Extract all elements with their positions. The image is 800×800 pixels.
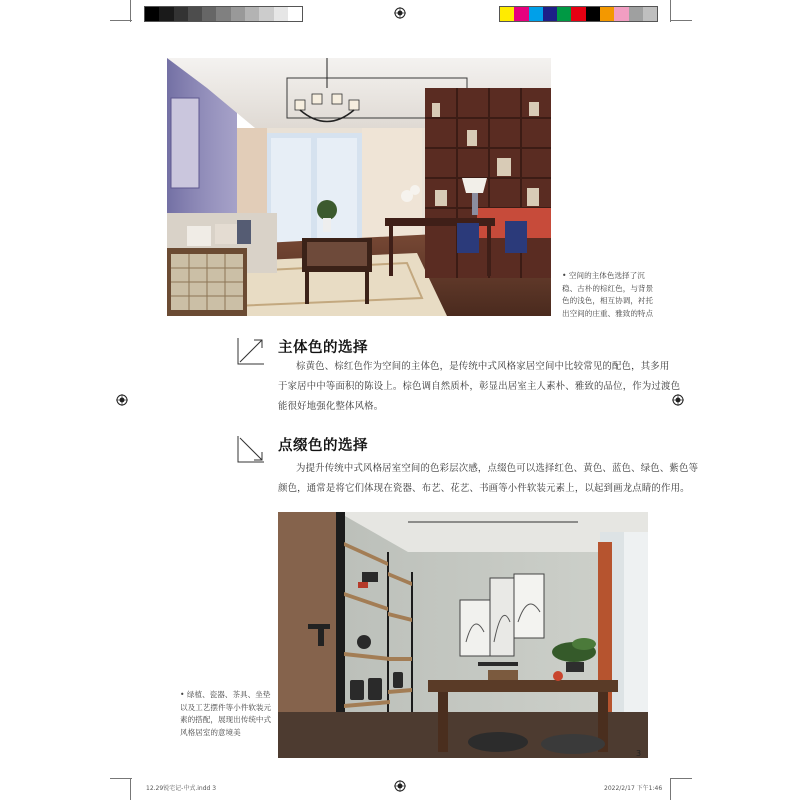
crop-mark [670, 0, 671, 22]
crop-mark [130, 778, 131, 800]
color-swatch [614, 7, 628, 21]
gray-swatch [288, 7, 302, 21]
living-room-photo [167, 58, 551, 316]
color-swatch [629, 7, 643, 21]
paragraph-line: 于家居中中等面积的陈设上。棕色调自然质朴，彰显出居室主人素朴、雅致的品位，作为过渡色 [278, 381, 681, 392]
gray-swatch [202, 7, 216, 21]
gray-swatch [245, 7, 259, 21]
color-swatch [529, 7, 543, 21]
color-swatch [600, 7, 614, 21]
registration-mark-icon [672, 394, 684, 406]
corner-arrow-icon [236, 434, 266, 464]
caption-line: • 绿植、瓷器、茶具、坐垫 [180, 690, 271, 699]
registration-mark-icon [394, 7, 406, 19]
color-bar [499, 6, 658, 22]
registration-mark-icon [116, 394, 128, 406]
caption-line: 素的搭配，展现出传统中式 [180, 715, 272, 724]
crop-mark [110, 20, 132, 21]
section-title: 主体色的选择 [278, 340, 368, 356]
color-swatch [586, 7, 600, 21]
paragraph-line: 颜色，通常是将它们体现在瓷器、布艺、花艺、书画等小件软装元素上，以起到画龙点睛的作用。 [278, 483, 690, 494]
color-swatch [500, 7, 514, 21]
color-swatch [543, 7, 557, 21]
crop-mark [110, 778, 132, 779]
crop-mark [130, 0, 131, 22]
gray-swatch [159, 7, 173, 21]
crop-mark [670, 778, 671, 800]
paragraph-line: 能很好地强化整体风格。 [278, 401, 384, 412]
gray-swatch [231, 7, 245, 21]
page-number: 3 [636, 749, 642, 758]
caption-line: 稳、古朴的棕红色，与背景 [562, 283, 654, 293]
gray-swatch [259, 7, 273, 21]
footer-timestamp: 2022/2/17 下午1:46 [604, 785, 663, 792]
crop-mark [670, 20, 692, 21]
gray-swatch [174, 7, 188, 21]
top-photo-caption [562, 270, 672, 320]
gray-swatch [188, 7, 202, 21]
gray-swatch [145, 7, 159, 21]
caption-line: 出空间的庄重、雅致的特点 [562, 308, 654, 318]
tea-room-photo [278, 512, 648, 758]
crop-mark [670, 778, 692, 779]
color-swatch [514, 7, 528, 21]
caption-line: • 空间的主体色选择了沉 [562, 271, 645, 280]
bottom-photo-caption [180, 689, 280, 739]
color-swatch [571, 7, 585, 21]
gray-swatch [216, 7, 230, 21]
corner-arrow-icon [236, 336, 266, 366]
section-paragraph [278, 459, 699, 499]
caption-line: 风格居室的意境美 [180, 727, 241, 737]
registration-mark-icon [394, 780, 406, 792]
color-swatch [643, 7, 657, 21]
section-title: 点缀色的选择 [278, 438, 368, 454]
caption-line: 色的浅色，相互协调，衬托 [562, 296, 654, 305]
paragraph-line: 棕黄色、棕红色作为空间的主体色，是传统中式风格家居空间中比较常见的配色，其多用 [296, 361, 670, 372]
caption-line: 以及工艺摆件等小件软装元 [180, 702, 272, 712]
footer-file-name: 12.29锐宅记-中式.indd 3 [146, 785, 217, 792]
section-paragraph [278, 357, 681, 417]
gray-swatch [274, 7, 288, 21]
grayscale-bar [144, 6, 303, 22]
color-swatch [557, 7, 571, 21]
paragraph-line: 为提升传统中式风格居室空间的色彩层次感，点缀色可以选择红色、黄色、蓝色、绿色、紫色等 [296, 463, 699, 474]
